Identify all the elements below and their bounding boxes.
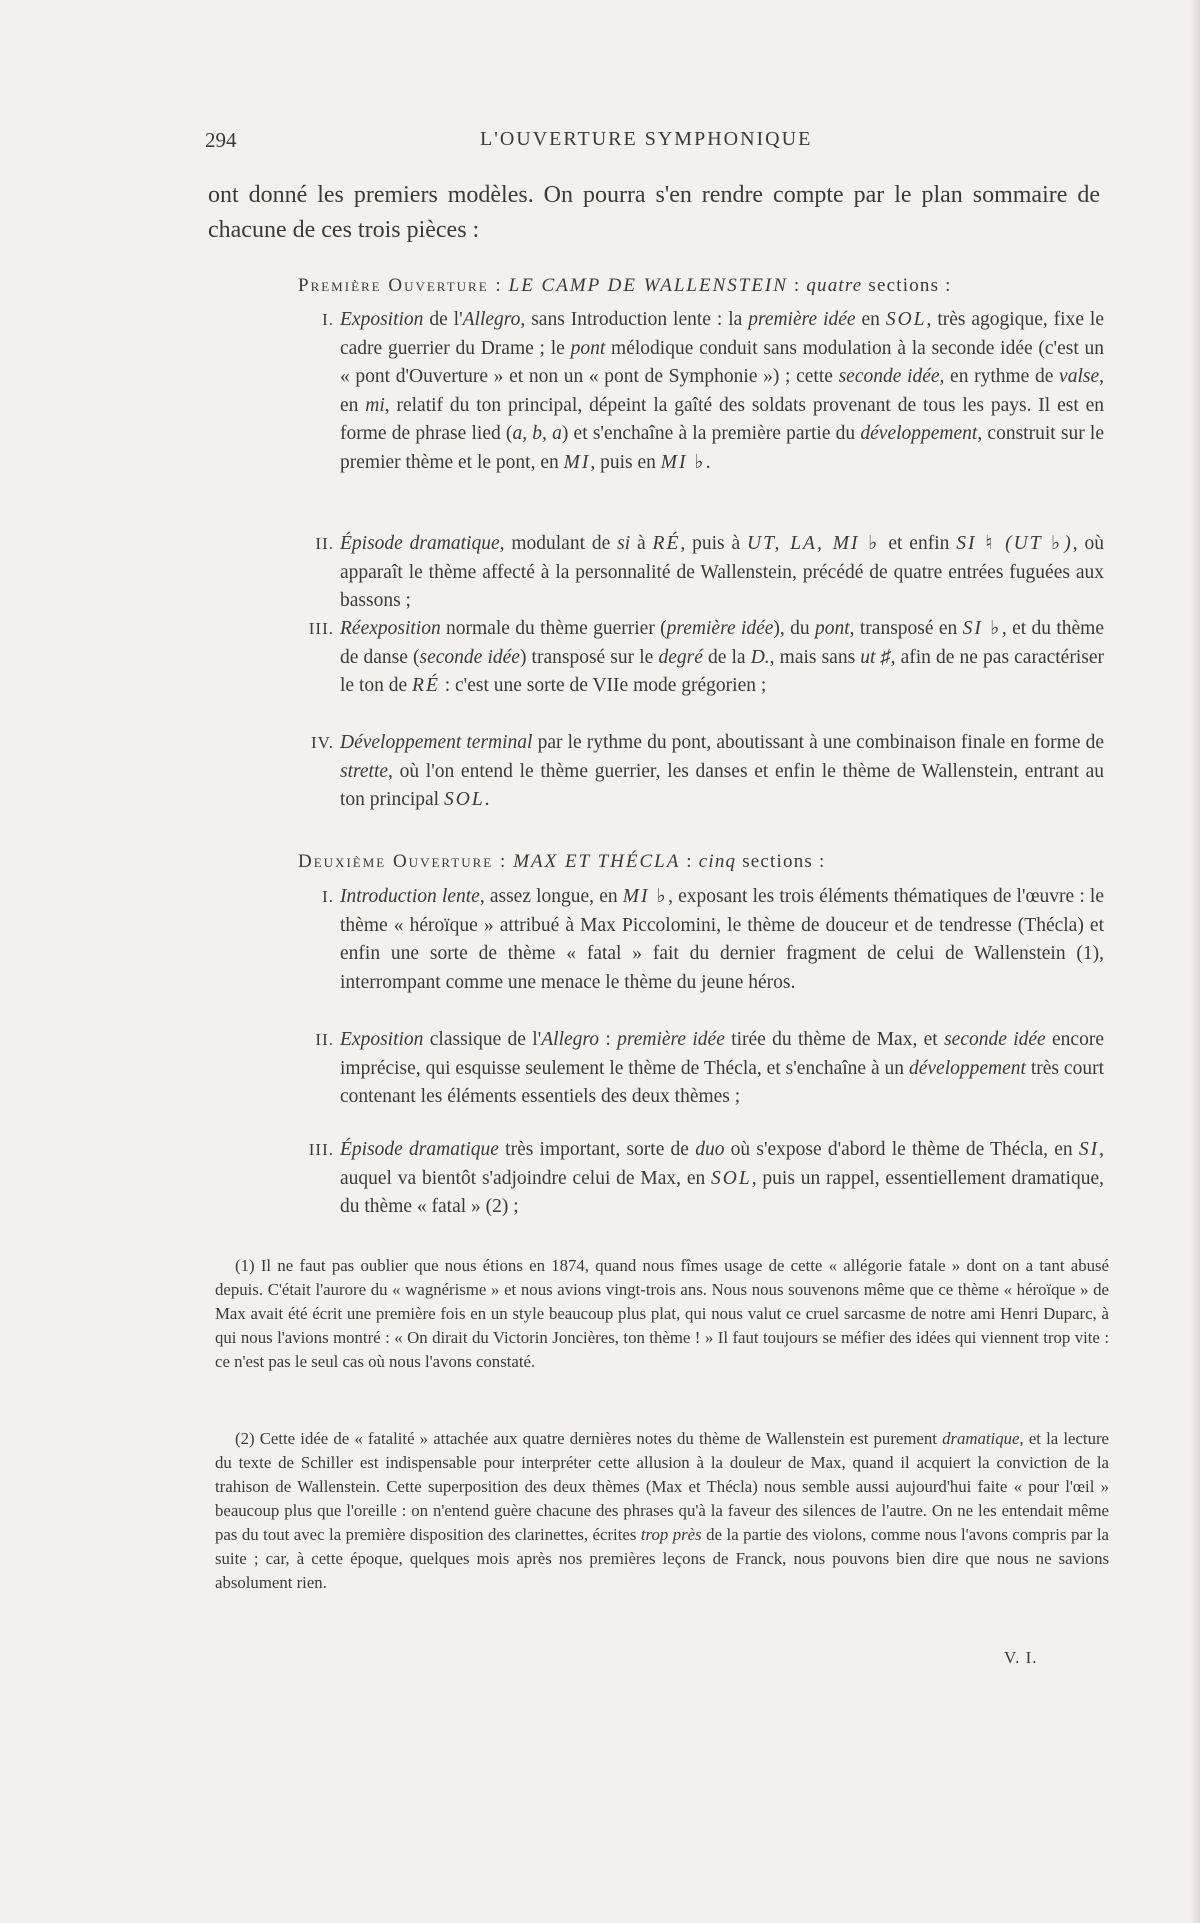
second-overture-suffix: sections : [742, 851, 826, 872]
emphasized-text: Exposition [340, 309, 424, 330]
text-run: mélodique conduit sans modulation à la seconde idée (c'est un « pont d'Ouverture » et non un « pont de Symphonie ») ; cette [340, 337, 1105, 387]
emphasized-text: RÉ [652, 533, 681, 554]
emphasized-text: Épisode dramatique [340, 533, 500, 554]
emphasized-text: si [617, 533, 631, 554]
section-text [340, 309, 1104, 473]
footnote-text [215, 1256, 1109, 1371]
running-title: L'OUVERTURE SYMPHONIQUE [480, 128, 813, 150]
text-run: . [484, 789, 490, 810]
text-run: en [855, 309, 886, 330]
second-overture-count: cinq [698, 851, 737, 872]
emphasized-text: SI ♮ (UT ♭) [956, 533, 1073, 554]
text-run: , assez longue, en [479, 886, 623, 907]
text-run: où s'expose d'abord le thème de Thécla, en [724, 1139, 1079, 1160]
text-run: , transposé en [849, 618, 963, 639]
second-overture-section-1 [322, 883, 1104, 997]
text-run: , exposant les trois éléments thématiques de l'œuvre : le thème « héroïque » attribué à Max Piccolomini, le thème de douceur et de tendresse (Thécla) et enfin une sorte de thème « fatal » fait du dernier fragment de celui de Wallenstein (1), interrompant comme une menace le thème du jeune héros. [340, 886, 1104, 993]
page-number: 294 [205, 128, 237, 152]
emphasized-text: première idée [617, 1029, 725, 1050]
emphasized-text: MI ♭ [660, 451, 706, 473]
section-numeral: III. [308, 619, 334, 638]
page-edge-shadow [1190, 0, 1200, 1923]
first-overture-section-2 [315, 530, 1105, 616]
section-text [340, 886, 1104, 993]
text-run: encore imprécise, qui esquisse seulement le thème de Thécla, et s'enchaîne à un [340, 1029, 1104, 1079]
emphasized-text: Allegro [541, 1029, 600, 1050]
emphasized-text: seconde idée [944, 1029, 1046, 1050]
emphasized-text: SI [1078, 1139, 1100, 1160]
emphasized-text: SI ♭ [962, 618, 1002, 639]
footnote-1 [215, 1254, 1109, 1374]
text-run: , relatif du ton principal, dépeint la gaîté des soldats provenant de tous les pays. Il est en forme de phrase lied ( [340, 394, 1104, 444]
text-run: de la partie des violons, comme nous l'avons compris par la suite ; car, à cette époque, quelques mois après nos premières leçons de Franck, nous pouvons bien dire que nous ne savions absolument rien. [215, 1525, 1110, 1592]
text-run: , modulant de [499, 533, 618, 554]
emphasized-text: a, b, a [512, 423, 562, 444]
text-run: et enfin [881, 533, 957, 554]
emphasized-text: pont [570, 337, 606, 359]
emphasized-text: Allegro [462, 309, 521, 330]
footnote-2 [215, 1427, 1109, 1595]
text-run: (2) Cette idée de « fatalité » attachée aux quatre dernières notes du thème de Wallenstein est purement [235, 1429, 943, 1448]
text-run: très court contenant les éléments essentiels des deux thèmes ; [340, 1057, 1104, 1107]
signature-mark: V. I. [1004, 1648, 1038, 1667]
second-overture-section-3 [308, 1136, 1105, 1222]
emphasized-text: Épisode dramatique [340, 1139, 499, 1160]
emphasized-text: duo [695, 1139, 725, 1160]
emphasized-text: strette [340, 760, 389, 782]
section-text [340, 1029, 1104, 1107]
text-run: ) et s'enchaîne à la première partie du [561, 423, 861, 444]
text-run: : c'est une sorte de VIIe mode grégorien ; [439, 675, 767, 696]
text-run: (1) Il ne faut pas oublier que nous étions en 1874, quand nous fîmes usage de cette « allégorie fatale » dont on a tant abusé depuis. C'était l'aurore du « wagnérisme » et nous avions vingt-trois ans. Nous nous souvenons même que ce thème « héroïque » de Max avait été écrit une première fois en un style beaucoup plus plat, qui nous valut ce cruel sarcasme de notre ami Henri Duparc, à qui nous l'avions montré : « On dirait du Victorin Joncières, ton thème ! » Il faut toujours se méfier des idées qui viennent trop vite : ce n'est pas le seul cas où nous l'avons constaté. [215, 1256, 1109, 1371]
text-run: , très agogique, fixe le cadre guerrier du Drame ; le [340, 309, 1104, 359]
emphasized-text: première idée [666, 618, 774, 639]
emphasized-text: mi [365, 394, 385, 416]
emphasized-text: Développement terminal [340, 732, 533, 753]
emphasized-text: SOL [443, 789, 485, 810]
text-run: de l' [423, 309, 463, 330]
emphasized-text: trop près [640, 1525, 702, 1544]
emphasized-text: seconde idée [419, 646, 520, 668]
section-text [340, 732, 1104, 810]
first-overture-suffix: sections : [868, 275, 952, 296]
section-numeral: IV. [311, 733, 334, 752]
first-overture-title: LE CAMP DE WALLENSTEIN [508, 275, 788, 296]
text-run: . [705, 451, 711, 473]
section-text [340, 1139, 1104, 1217]
emphasized-text: dramatique [942, 1429, 1020, 1448]
emphasized-text: degré [658, 646, 703, 668]
emphasized-text: Réexposition [340, 618, 441, 639]
second-overture-title: MAX ET THÉCLA [513, 851, 681, 872]
emphasized-text: SOL [885, 309, 927, 330]
emphasized-text: première idée [748, 309, 856, 330]
emphasized-text: RÉ [412, 675, 440, 696]
emphasized-text: valse [1059, 366, 1100, 387]
second-overture-heading: Deuxième Ouverture : MAX ET THÉCLA : cinq sections : [298, 851, 826, 872]
emphasized-text: développement [860, 423, 978, 444]
first-overture-heading: Première Ouverture : LE CAMP DE WALLENSTEIN : quatre sections : [298, 275, 952, 296]
running-header [0, 128, 1200, 158]
text-run: , puis à [680, 533, 747, 554]
section-numeral: I. [322, 310, 334, 329]
intro-paragraph: ont donné les premiers modèles. On pourra s'en rendre compte par le plan sommaire de chacune de ces trois pièces : [208, 182, 1100, 243]
text-run: : [599, 1029, 618, 1050]
emphasized-text: ut ♯ [860, 646, 891, 668]
first-overture-section-3 [308, 615, 1104, 701]
text-run: ), du [773, 618, 815, 639]
section-numeral: II. [315, 534, 334, 553]
text-run: , puis en [590, 451, 661, 473]
emphasized-text: UT, LA, MI ♭ [747, 533, 882, 554]
first-overture-count: quatre [806, 275, 863, 296]
text-run: par le rythme du pont, aboutissant à une combinaison finale en forme de [532, 732, 1104, 753]
footnote-text [215, 1429, 1109, 1592]
emphasized-text: D. [750, 646, 770, 668]
first-overture-section-1 [322, 306, 1105, 477]
text-run: , construit sur le premier thème et le pont, en [340, 423, 1104, 473]
text-run: , en [340, 366, 1104, 416]
section-text [340, 533, 1104, 611]
text-run: , et du thème de danse ( [340, 618, 1104, 668]
text-run: , afin de ne pas caractériser le ton de [340, 646, 1104, 696]
second-overture-label: Deuxième Ouverture : [298, 851, 508, 872]
section-numeral: III. [308, 1140, 334, 1159]
emphasized-text: SOL [711, 1167, 752, 1189]
emphasized-text: développement [908, 1057, 1026, 1079]
text-run: tirée du thème de Max, et [724, 1029, 945, 1050]
text-run: , puis un rappel, essentiellement dramatique, du thème « fatal » (2) ; [340, 1167, 1105, 1217]
text-run: , mais sans [769, 646, 861, 668]
emphasized-text: pont [814, 618, 850, 639]
text-run: normale du thème guerrier ( [440, 618, 667, 639]
section-numeral: I. [322, 887, 334, 906]
text-run: , sans Introduction lente : la [520, 309, 749, 330]
first-overture-label: Première Ouverture : [298, 275, 503, 296]
emphasized-text: MI ♭ [622, 886, 669, 907]
text-run: , en rythme de [939, 366, 1060, 387]
text-run: à [630, 533, 653, 554]
section-numeral: II. [315, 1030, 334, 1049]
text-run: , où apparaît le thème affecté à la personnalité de Wallenstein, précédé de quatre entrées fuguées aux bassons ; [340, 533, 1105, 611]
text-run: ) transposé sur le [519, 646, 659, 668]
text-run: , auquel va bientôt s'adjoindre celui de Max, en [340, 1139, 1104, 1189]
section-text [340, 618, 1104, 696]
emphasized-text: Introduction lente [340, 886, 480, 907]
text-run: classique de l' [423, 1029, 542, 1050]
text-run: , et la lecture du texte de Schiller est indispensable pour interpréter cette allusion à la douleur de Max, quand il acquiert la conviction de la trahison de Wallenstein. Cette superposition des deux thèmes (Max et Thécla) nous semble aussi aujourd'hui faite « pour l'œil » beaucoup plus que l'oreille : on n'entend guère chacune des phrases qu'à la faveur des silences de l'autre. On ne les entendait même pas du tout avec la première disposition des clarinettes, écrites [215, 1429, 1109, 1544]
text-run: très important, sorte de [498, 1139, 696, 1160]
first-overture-section-4 [311, 729, 1104, 815]
second-overture-section-2 [315, 1026, 1104, 1112]
emphasized-text: MI [563, 451, 591, 473]
emphasized-text: seconde idée [838, 366, 940, 387]
text-run: , où l'on entend le thème guerrier, les danses et enfin le thème de Wallenstein, entrant au ton principal [340, 760, 1104, 810]
emphasized-text: Exposition [340, 1029, 424, 1050]
text-run: de la [702, 646, 751, 668]
